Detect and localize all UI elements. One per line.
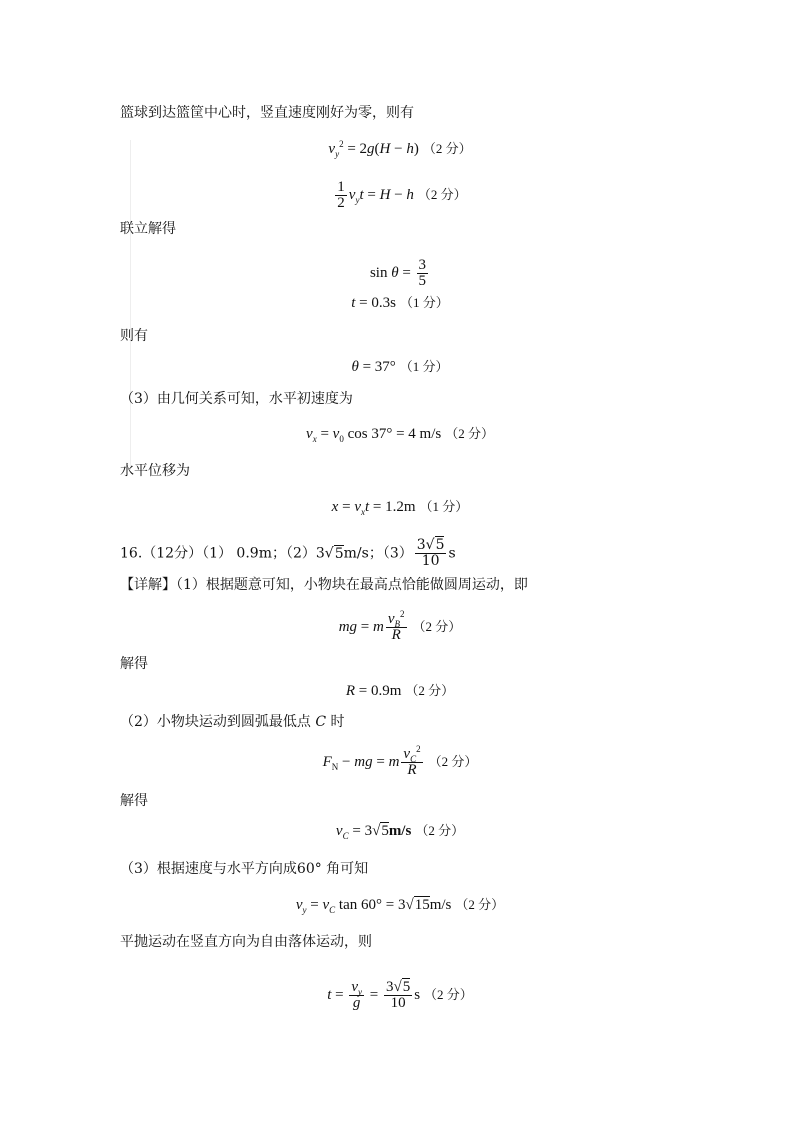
text-line-5: 水平位移为	[120, 463, 190, 479]
text-line-1: 篮球到达篮筐中心时，竖直速度刚好为零，则有	[120, 105, 414, 121]
text-line-9: （2）小物块运动到圆弧最低点 C 时	[120, 714, 345, 730]
equation-t: t = 0.3s （1 分）	[351, 295, 449, 311]
score-mark: （2 分）	[417, 186, 467, 202]
equation-vy-squared: $v_y^2 = 2g(H - h)$ （2 分）	[328, 139, 472, 159]
equation-vy-tan: $v_y = v_C$ tan 60° = 3√15m/s （2 分）	[295, 897, 505, 915]
equation-theta: θ = 37° （1 分）	[351, 359, 449, 375]
text-line-4: （3）由几何关系可知，水平初速度为	[120, 391, 353, 407]
equation-fn: $F_N$ − mg = m $\frac{v_C^2}{R}$ （2 分）	[322, 744, 478, 778]
answer-line-16: 16.（12分）（1） 0.9m；（2）3√5m/s；（3） $\frac{3√5}{10}$ s	[120, 537, 456, 569]
equation-x: $x = v_xt = 1.2m$ （1 分）	[331, 499, 469, 517]
equation-vc: $v_C = 3√5m/s$ （2 分）	[335, 823, 465, 841]
equation-mg-vb: mg = m $\frac{v_B^2}{R}$ （2 分）	[338, 609, 462, 643]
text-line-12: 平抛运动在竖直方向为自由落体运动，则	[120, 934, 372, 950]
text-line-7: 【详解】（1）根据题意可知，小物块在最高点恰能做圆周运动，即	[120, 577, 528, 593]
equation-half-vy-t: $\frac{1}{2}$ $v_yt = H - h$ （2 分）	[337, 179, 467, 211]
text-line-3: 则有	[120, 328, 148, 344]
equation-sin-theta: sin θ = $\frac{3}{5}$	[369, 257, 427, 289]
text-line-10: 解得	[120, 793, 148, 809]
text-line-11: （3）根据速度与水平方向成60° 角可知	[120, 861, 369, 877]
equation-r: R = 0.9m （2 分）	[345, 683, 455, 699]
equation-t-final: t = $\frac{v_y}{g}$ = $\frac{3√5}{10}$ s （2 分）	[327, 979, 473, 1011]
equation-vx: $v_x = v_0$ cos 37° = 4 m/s （2 分）	[306, 426, 494, 444]
text-line-2: 联立解得	[120, 221, 176, 237]
score-mark: （2 分）	[422, 141, 472, 156]
text-line-8: 解得	[120, 656, 148, 672]
